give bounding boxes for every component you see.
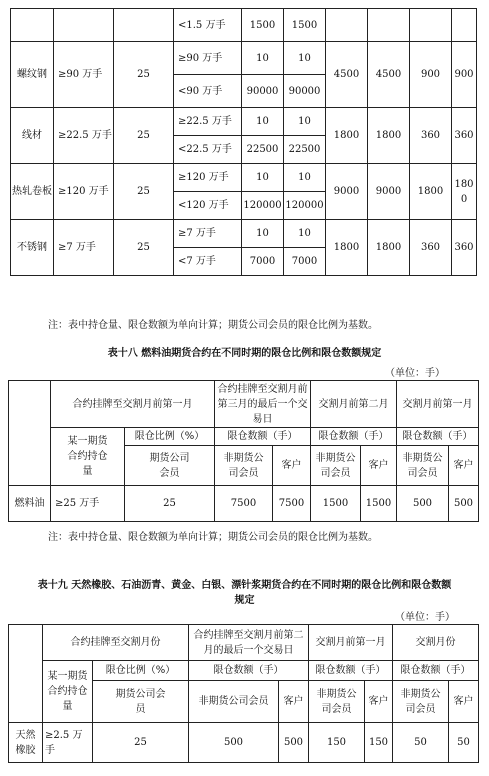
value-cell: 22500 <box>242 136 284 164</box>
table-row <box>9 723 479 763</box>
fuel-oil-limit-table <box>8 380 479 522</box>
table-row <box>11 9 477 42</box>
product-cell: 螺纹钢 <box>11 42 54 108</box>
column-header: 交割月前第一月 <box>397 381 479 428</box>
column-header: 交割月前第一月 <box>309 625 393 661</box>
product-cell: 线材 <box>11 108 54 164</box>
column-header: 限仓数额（手） <box>311 428 397 446</box>
table-row <box>11 164 477 192</box>
condition-cell: <1.5 万手 <box>174 9 242 42</box>
value-cell: 10 <box>284 164 326 192</box>
condition-cell: ≥22.5 万手 <box>174 108 242 136</box>
value-cell: 500 <box>397 486 449 522</box>
ratio-cell: 25 <box>114 220 174 276</box>
value-cell: 360 <box>452 220 477 276</box>
table-row <box>11 42 477 75</box>
value-cell: 90000 <box>242 75 284 108</box>
value-cell: 150 <box>365 723 393 763</box>
column-header: 客户 <box>273 446 311 486</box>
column-header: 非期货公司会员 <box>311 446 361 486</box>
threshold-cell: ≥90 万手 <box>54 42 114 108</box>
column-header: 客户 <box>279 681 309 723</box>
value-cell: 90000 <box>284 75 326 108</box>
table-row <box>11 220 477 248</box>
value-cell: 1800 <box>368 220 410 276</box>
column-header: 交割月份 <box>393 625 479 661</box>
column-header: 限仓数额（手） <box>397 428 479 446</box>
condition-cell: <120 万手 <box>174 192 242 220</box>
holding-cell: ≥25 万手 <box>51 486 125 522</box>
value-cell: 7500 <box>273 486 311 522</box>
value-cell: 10 <box>242 42 284 75</box>
column-header: 合约挂牌至交割月份 <box>43 625 189 661</box>
value-cell: 7000 <box>242 248 284 276</box>
value-cell: 500 <box>189 723 279 763</box>
column-header: 合约挂牌至交割月前第二月的最后一个交易日 <box>189 625 309 661</box>
column-header: 合约挂牌至交割月前第三月的最后一个交易日 <box>215 381 311 428</box>
column-header: 限仓比例（%） <box>93 661 189 681</box>
value-cell: 1800 <box>410 164 452 220</box>
value-cell: 120000 <box>242 192 284 220</box>
column-header: 合约挂牌至交割月前第一月 <box>51 381 215 428</box>
product-cell: 不锈钢 <box>11 220 54 276</box>
value-cell: 1800 <box>452 164 477 220</box>
condition-cell: ≥120 万手 <box>174 164 242 192</box>
threshold-cell <box>54 9 114 42</box>
value-cell: 50 <box>393 723 449 763</box>
column-header: 客户 <box>365 681 393 723</box>
value-cell: 9000 <box>326 164 368 220</box>
product-cell: 天然橡胶 <box>9 723 43 763</box>
product-cell: 燃料油 <box>9 486 51 522</box>
table-title: 表十九 天然橡胶、石油沥青、黄金、白银、漂针浆期货合约在不同时期的限仓比例和限仓数额 规定 <box>37 580 452 606</box>
column-header: 非期货公司会员 <box>397 446 449 486</box>
column-header: 期货公司会员 <box>93 681 189 723</box>
column-header: 某一期货合约持仓量 <box>43 661 93 723</box>
column-header: 限仓数额（手） <box>309 661 393 681</box>
column-header: 非期货公司会员 <box>215 446 273 486</box>
product-cell <box>11 9 54 42</box>
threshold-cell: ≥22.5 万手 <box>54 108 114 164</box>
column-header: 客户 <box>449 681 479 723</box>
ratio-cell: 25 <box>125 486 215 522</box>
holding-cell: ≥2.5 万手 <box>43 723 93 763</box>
value-cell: 360 <box>410 108 452 164</box>
value-cell: 1800 <box>368 108 410 164</box>
value-cell: 10 <box>242 164 284 192</box>
table-note: 注：表中持仓量、限仓数额为单向计算；期货公司会员的限仓比例为基数。 <box>48 532 378 543</box>
value-cell: 500 <box>449 486 479 522</box>
value-cell: 22500 <box>284 136 326 164</box>
value-cell: 360 <box>452 108 477 164</box>
table-header-row <box>9 381 479 428</box>
rubber-metal-limit-table <box>8 624 479 763</box>
table-header-row <box>9 428 479 446</box>
column-header: 限仓数额（手） <box>393 661 479 681</box>
column-header: 期货公司会员 <box>125 446 215 486</box>
condition-cell: ≥7 万手 <box>174 220 242 248</box>
position-limit-table-continued <box>10 8 477 276</box>
table-title: 表十八 燃料油期货合约在不同时期的限仓比例和限仓数额规定 <box>107 348 382 359</box>
value-cell: 1500 <box>361 486 397 522</box>
value-cell: 4500 <box>368 42 410 108</box>
value-cell: 10 <box>242 108 284 136</box>
ratio-cell <box>114 9 174 42</box>
value-cell: 50 <box>449 723 479 763</box>
value-cell: 120000 <box>284 192 326 220</box>
column-header: 限仓数额（手） <box>215 428 311 446</box>
ratio-cell: 25 <box>93 723 189 763</box>
unit-label: （单位：手） <box>385 368 445 379</box>
table-row <box>9 486 479 522</box>
condition-cell: <7 万手 <box>174 248 242 276</box>
value-cell: 10 <box>284 220 326 248</box>
value-cell: 10 <box>242 220 284 248</box>
value-cell: 1800 <box>326 220 368 276</box>
value-cell: 150 <box>309 723 365 763</box>
column-header: 客户 <box>449 446 479 486</box>
value-cell: 1500 <box>311 486 361 522</box>
value-cell: 360 <box>410 220 452 276</box>
value-cell: 10 <box>284 42 326 75</box>
condition-cell: ≥90 万手 <box>174 42 242 75</box>
value-cell: 9000 <box>368 164 410 220</box>
column-header: 交割月前第二月 <box>311 381 397 428</box>
table-note: 注：表中持仓量、限仓数额为单向计算；期货公司会员的限仓比例为基数。 <box>48 320 378 331</box>
value-cell: 900 <box>452 42 477 108</box>
table-row <box>11 108 477 136</box>
value-cell: 7000 <box>284 248 326 276</box>
value-cell: 500 <box>279 723 309 763</box>
table-header-row <box>9 661 479 681</box>
value-cell: 1800 <box>326 108 368 164</box>
unit-label: （单位：手） <box>395 612 455 623</box>
table-header-row <box>9 625 479 661</box>
column-header: 非期货公司会员 <box>393 681 449 723</box>
column-header: 某一期货合约持仓量 <box>51 428 125 486</box>
value-cell: 7500 <box>215 486 273 522</box>
product-cell: 热轧卷板 <box>11 164 54 220</box>
column-header: 客户 <box>361 446 397 486</box>
value-cell: 10 <box>284 108 326 136</box>
column-header: 限仓数额（手） <box>189 661 309 681</box>
ratio-cell: 25 <box>114 164 174 220</box>
condition-cell: <90 万手 <box>174 75 242 108</box>
value-cell: 900 <box>410 42 452 108</box>
condition-cell: <22.5 万手 <box>174 136 242 164</box>
ratio-cell: 25 <box>114 108 174 164</box>
column-header: 限仓比例（%） <box>125 428 215 446</box>
threshold-cell: ≥120 万手 <box>54 164 114 220</box>
value-cell: 1500 <box>242 9 284 42</box>
ratio-cell: 25 <box>114 42 174 108</box>
column-header: 非期货公司会员 <box>189 681 279 723</box>
threshold-cell: ≥7 万手 <box>54 220 114 276</box>
column-header: 非期货公司会员 <box>309 681 365 723</box>
value-cell: 4500 <box>326 42 368 108</box>
value-cell: 1500 <box>284 9 326 42</box>
